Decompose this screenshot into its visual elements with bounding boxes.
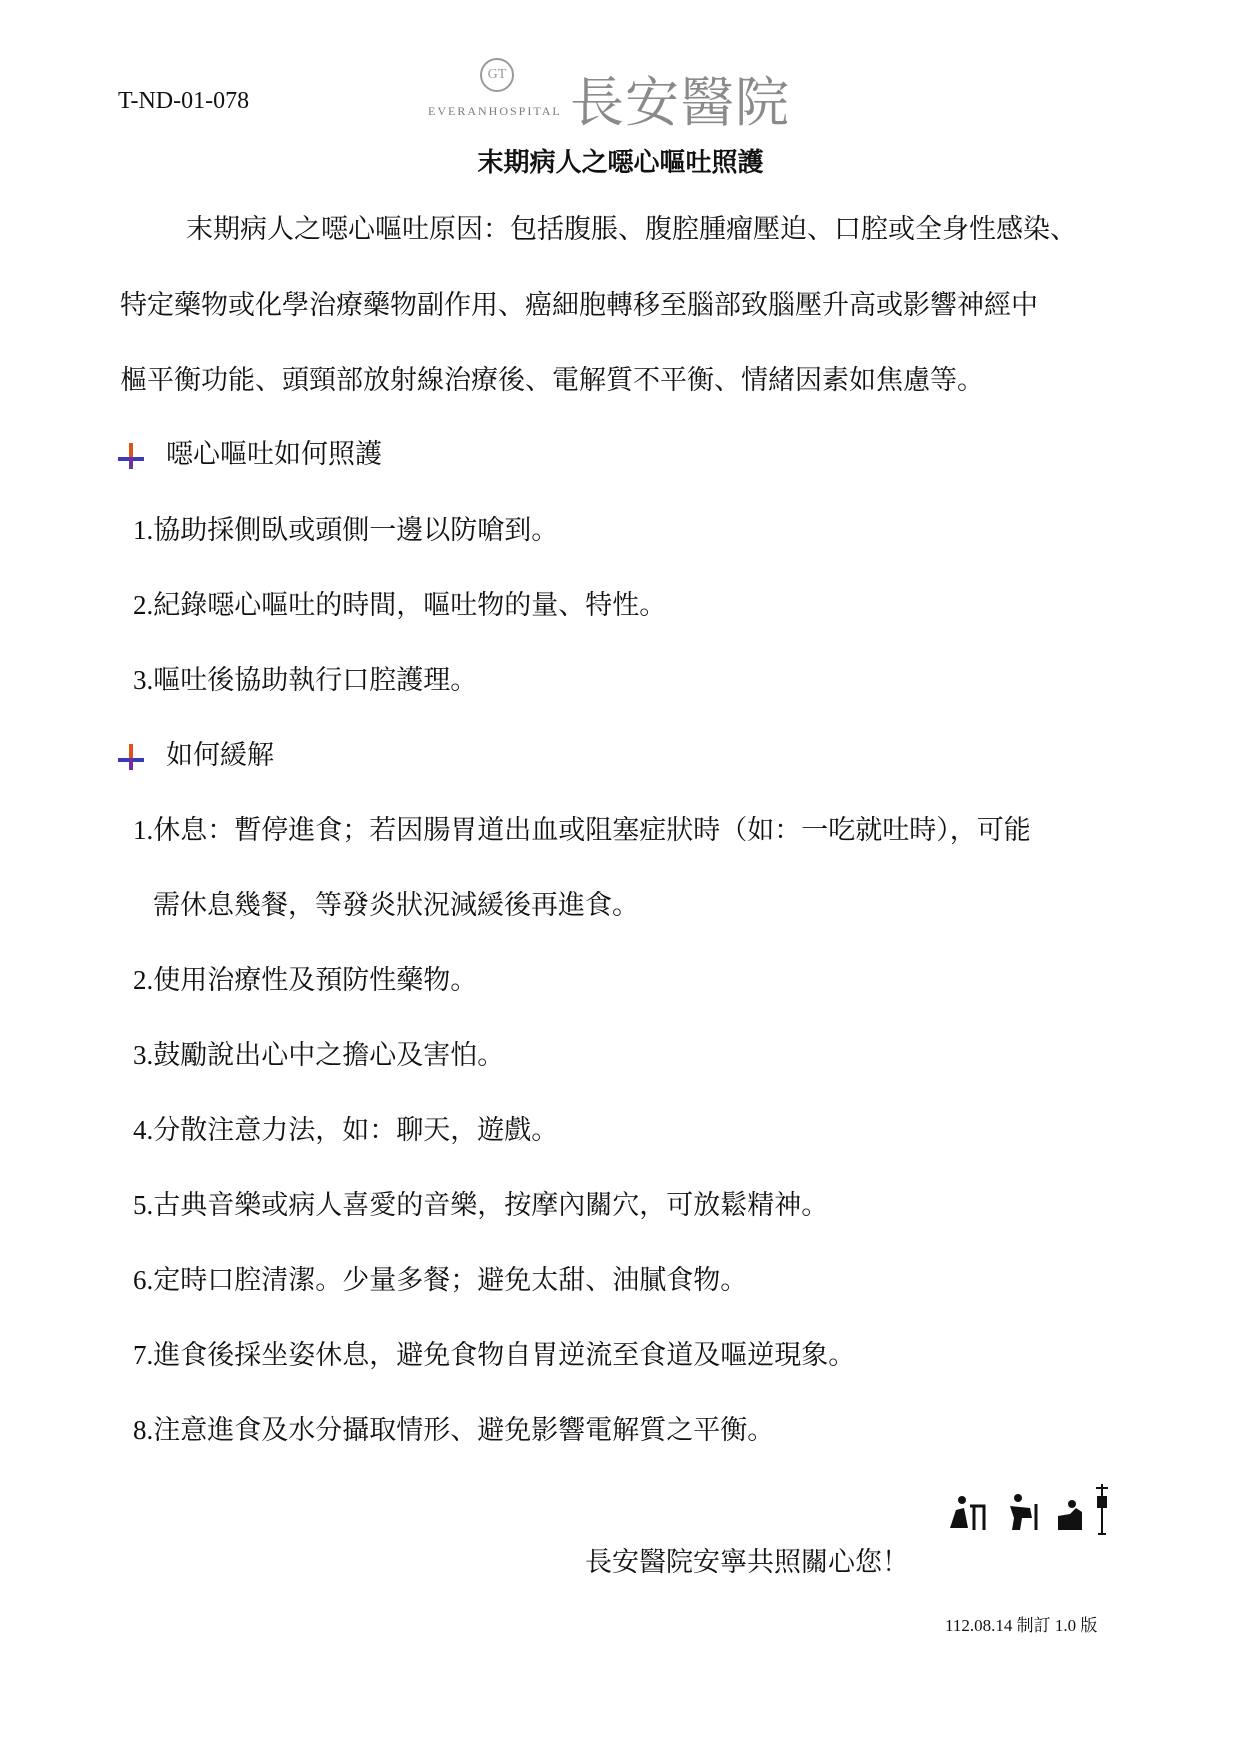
list-item: 2.紀錄噁心嘔吐的時間，嘔吐物的量、特性。 xyxy=(133,590,667,621)
intro-line-1: 末期病人之噁心嘔吐原因：包括腹脹、腹腔腫瘤壓迫、口腔或全身性感染、 xyxy=(186,214,1077,245)
bullet-icon xyxy=(118,443,144,469)
footer-message: 長安醫院安寧共照關心您！ xyxy=(585,1547,909,1578)
logo-emblem-icon: GT xyxy=(480,58,514,92)
section-heading-care xyxy=(118,432,382,471)
intro-line-2: 特定藥物或化學治療藥物副作用、癌細胞轉移至腦部致腦壓升高或影響神經中 xyxy=(120,290,1038,321)
intro-line-3: 樞平衡功能、頭頸部放射線治療後、電解質不平衡、情緒因素如焦慮等。 xyxy=(120,365,984,396)
list-item-continuation: 需休息幾餐，等發炎狀況減緩後再進食。 xyxy=(153,890,639,921)
list-item: 8.注意進食及水分攝取情形、避免影響電解質之平衡。 xyxy=(133,1415,775,1446)
care-illustration-icon xyxy=(940,1478,1120,1542)
document-code: T-ND-01-078 xyxy=(118,88,250,114)
logo-english-name: EVERANHOSPITAL xyxy=(428,104,562,118)
section-heading-relief xyxy=(118,733,274,772)
logo-chinese-name: 長安醫院 xyxy=(570,71,790,134)
list-item: 3.鼓勵說出心中之擔心及害怕。 xyxy=(133,1040,505,1071)
list-item: 6.定時口腔清潔。少量多餐；避免太甜、油膩食物。 xyxy=(133,1265,748,1296)
bullet-icon xyxy=(118,744,144,770)
hospital-logo xyxy=(428,58,838,134)
list-item: 5.古典音樂或病人喜愛的音樂，按摩內關穴，可放鬆精神。 xyxy=(133,1190,829,1221)
page-title: 末期病人之噁心嘔吐照護 xyxy=(477,148,764,178)
version-info: 112.08.14 制訂 1.0 版 xyxy=(945,1616,1098,1635)
section-heading-relief-label: 如何緩解 xyxy=(166,740,274,771)
list-item: 1.協助採側臥或頭側一邊以防嗆到。 xyxy=(133,515,559,546)
list-item: 2.使用治療性及預防性藥物。 xyxy=(133,965,478,996)
list-item: 1.休息：暫停進食；若因腸胃道出血或阻塞症狀時（如：一吃就吐時），可能 xyxy=(133,815,1031,846)
list-item: 4.分散注意力法，如：聊天，遊戲。 xyxy=(133,1115,559,1146)
list-item: 3.嘔吐後協助執行口腔護理。 xyxy=(133,665,478,696)
section-heading-care-label: 噁心嘔吐如何照護 xyxy=(166,439,382,470)
list-item: 7.進食後採坐姿休息，避免食物自胃逆流至食道及嘔逆現象。 xyxy=(133,1340,856,1371)
